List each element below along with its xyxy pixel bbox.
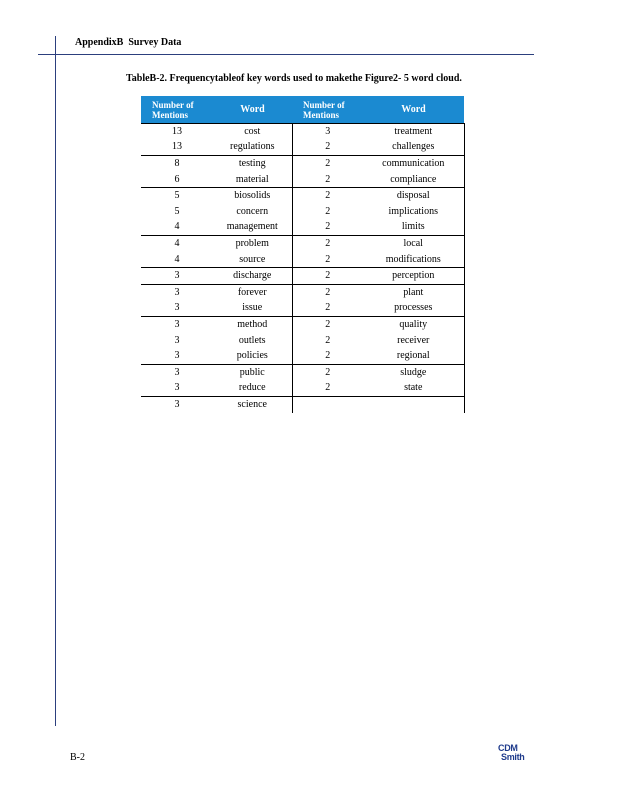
mentions-cell: 3	[141, 317, 213, 333]
mentions-cell: 2	[292, 317, 363, 333]
table-row	[141, 268, 464, 285]
mentions-cell: 8	[141, 156, 213, 172]
mentions-cell: 2	[292, 236, 363, 252]
word-cell: perception	[363, 268, 464, 285]
header-word-2: Word	[363, 96, 464, 124]
word-cell: processes	[363, 301, 464, 317]
word-cell: policies	[213, 348, 292, 364]
table-row	[141, 172, 464, 188]
table-row	[141, 381, 464, 397]
word-cell: method	[213, 317, 292, 333]
mentions-cell: 2	[325, 205, 331, 217]
word-cell: receiver	[363, 333, 464, 349]
mentions-cell: 3	[141, 284, 213, 300]
header-rule	[38, 54, 534, 55]
mentions-cell: 3	[174, 350, 180, 362]
mentions-cell: 2	[292, 188, 363, 204]
table-row	[141, 348, 464, 364]
word-cell: limits	[363, 220, 464, 236]
word-cell: communication	[363, 156, 464, 172]
word-cell: disposal	[363, 188, 464, 204]
table-row	[141, 140, 464, 156]
word-cell: regional	[363, 348, 464, 364]
mentions-cell: 5	[174, 205, 180, 217]
word-cell: outlets	[213, 333, 292, 349]
table-row	[141, 397, 464, 413]
mentions-cell: 2	[325, 334, 331, 346]
word-cell: forever	[213, 284, 292, 300]
table-row	[141, 124, 464, 140]
table-row	[141, 204, 464, 220]
mentions-cell: 13	[141, 124, 213, 140]
mentions-cell: 4	[174, 221, 180, 233]
word-cell: local	[363, 236, 464, 252]
mentions-cell: 3	[292, 124, 363, 140]
page-number: B-2	[70, 752, 85, 763]
mentions-cell: 2	[325, 221, 331, 233]
mentions-cell: 3	[141, 268, 213, 285]
mentions-cell: 13	[172, 141, 182, 153]
table-row	[141, 188, 464, 204]
mentions-cell: 2	[292, 364, 363, 380]
logo-line-cdm: CDM	[498, 743, 518, 753]
word-cell: science	[213, 397, 292, 413]
word-cell: source	[213, 252, 292, 268]
header-word-1: Word	[213, 96, 292, 124]
mentions-cell: 4	[174, 253, 180, 265]
mentions-cell: 2	[292, 156, 363, 172]
table-row	[141, 284, 464, 300]
word-cell: public	[213, 364, 292, 380]
mentions-cell: 4	[141, 236, 213, 252]
mentions-cell: 3	[174, 382, 180, 394]
mentions-cell: 2	[325, 253, 331, 265]
frequency-table	[141, 96, 465, 413]
word-cell: plant	[363, 284, 464, 300]
mentions-cell: 6	[174, 173, 180, 185]
mentions-cell: 3	[141, 397, 213, 413]
table-caption: TableB-2. Frequencytableof key words used to makethe Figure2- 5 word cloud.	[126, 73, 462, 84]
table-row	[141, 317, 464, 333]
table-row	[141, 156, 464, 172]
word-cell: management	[213, 220, 292, 236]
running-header: AppendixB Survey Data	[75, 37, 182, 48]
mentions-cell: 2	[325, 302, 331, 314]
left-margin-rule	[55, 36, 56, 726]
table-header-row	[141, 96, 464, 124]
word-cell: concern	[213, 204, 292, 220]
header-mentions-2: Number of Mentions	[292, 96, 363, 124]
word-cell: sludge	[363, 364, 464, 380]
word-cell: issue	[213, 301, 292, 317]
word-cell: problem	[213, 236, 292, 252]
table-row	[141, 333, 464, 349]
company-logo	[498, 744, 525, 762]
header-mentions-1: Number of Mentions	[141, 96, 213, 124]
word-cell: discharge	[213, 268, 292, 285]
table-row	[141, 220, 464, 236]
word-cell: regulations	[213, 140, 292, 156]
mentions-cell: 2	[325, 141, 331, 153]
mentions-cell: 2	[325, 173, 331, 185]
word-cell: state	[363, 381, 464, 397]
word-cell: compliance	[363, 172, 464, 188]
word-cell	[363, 397, 464, 413]
word-cell: material	[213, 172, 292, 188]
table-row	[141, 236, 464, 252]
table-row	[141, 301, 464, 317]
mentions-cell: 2	[292, 268, 363, 285]
table-row	[141, 252, 464, 268]
mentions-cell: 3	[174, 334, 180, 346]
logo-line-smith: Smith	[501, 752, 525, 762]
mentions-cell: 5	[141, 188, 213, 204]
mentions-cell: 3	[141, 364, 213, 380]
word-cell: quality	[363, 317, 464, 333]
table-row	[141, 364, 464, 380]
word-cell: testing	[213, 156, 292, 172]
mentions-cell: 2	[325, 350, 331, 362]
word-cell: implications	[363, 204, 464, 220]
word-cell: biosolids	[213, 188, 292, 204]
word-cell: cost	[213, 124, 292, 140]
mentions-cell: 2	[292, 284, 363, 300]
word-cell: challenges	[363, 140, 464, 156]
word-cell: treatment	[363, 124, 464, 140]
mentions-cell	[292, 397, 363, 413]
word-cell: modifications	[363, 252, 464, 268]
word-cell: reduce	[213, 381, 292, 397]
mentions-cell: 3	[174, 302, 180, 314]
mentions-cell: 2	[325, 382, 331, 394]
